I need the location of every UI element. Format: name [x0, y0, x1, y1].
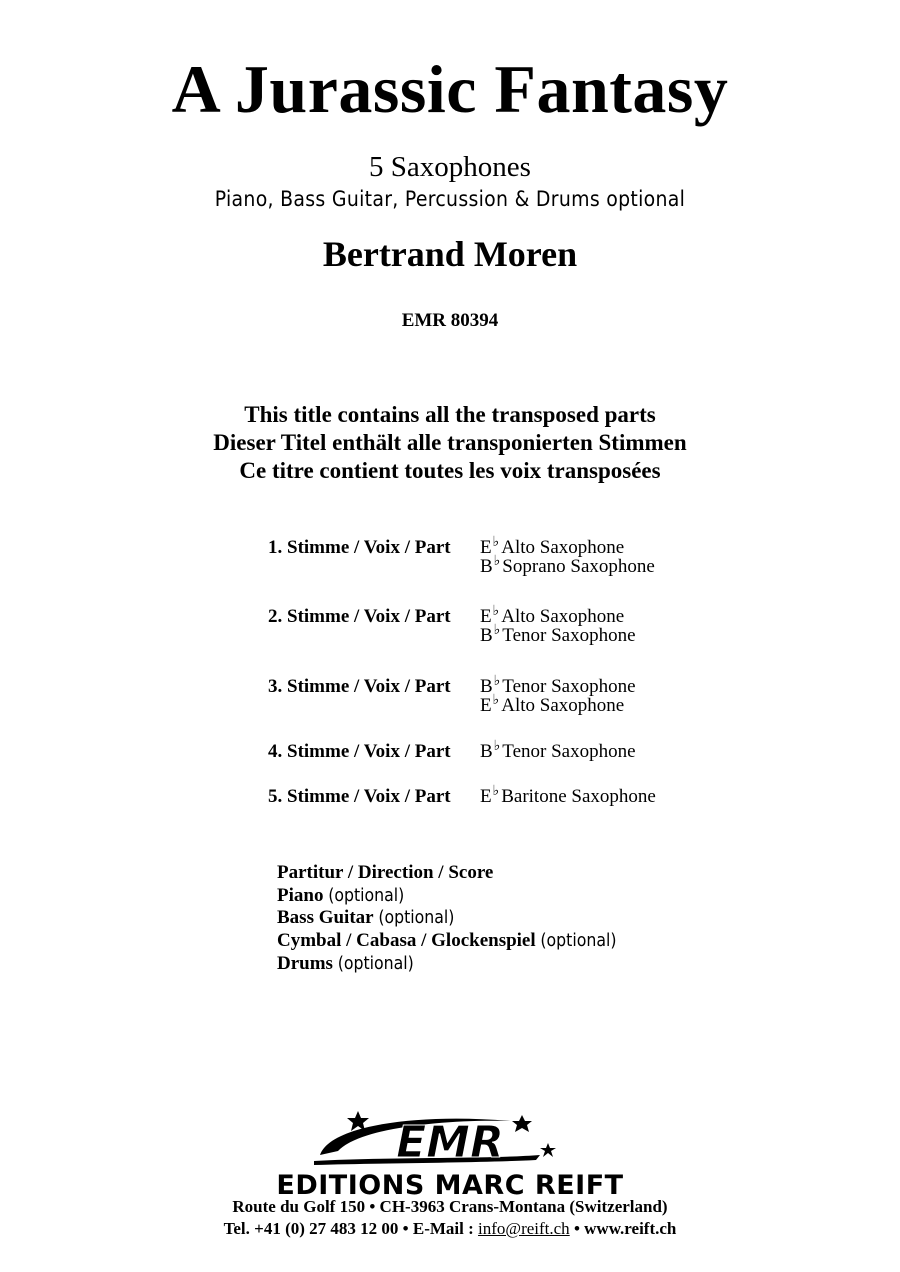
instrument-key: B: [480, 741, 493, 762]
part-label: 1. Stimme / Voix / Part: [268, 537, 451, 558]
flat-sign: ♭: [492, 604, 500, 619]
extra-optional-note: (optional): [540, 931, 617, 952]
catalog-number: EMR 80394: [401, 310, 499, 331]
instrument-line: [480, 739, 636, 762]
instrument-key: B: [480, 676, 493, 697]
flat-sign: ♭: [493, 739, 501, 754]
extra-item: [277, 953, 617, 976]
part-row: [0, 739, 900, 784]
publisher-address: Route du Golf 150 • CH-3963 Crans-Montana (Switzerland): [232, 1197, 668, 1216]
star-icon: [512, 1115, 532, 1132]
composer: Bertrand Moren: [322, 234, 578, 274]
instrument-line: [480, 604, 636, 627]
instrument-line: [480, 784, 656, 807]
instrument-key: E: [480, 786, 492, 807]
part-label: 3. Stimme / Voix / Part: [268, 676, 451, 697]
part-instruments: [480, 739, 636, 762]
part-label: 4. Stimme / Voix / Part: [268, 741, 451, 762]
extra-item: [277, 930, 617, 953]
instrument-key: E: [480, 606, 492, 627]
extra-name: Partitur / Direction / Score: [277, 862, 494, 883]
extra-optional-note: (optional): [328, 885, 405, 906]
instrument-line: [480, 554, 655, 577]
instrument-line: [480, 535, 655, 558]
flat-sign: ♭: [492, 784, 500, 799]
flat-sign: ♭: [493, 674, 501, 689]
part-label: 5. Stimme / Voix / Part: [268, 786, 451, 807]
part-row: [0, 674, 900, 719]
instrumentation: 5 Saxophones: [369, 151, 531, 183]
part-label: 2. Stimme / Voix / Part: [268, 606, 451, 627]
transposition-notice: [0, 401, 900, 485]
extras-list: [277, 862, 617, 976]
notice-german: Dieser Titel enthält alle transponierten Stimmen: [213, 430, 687, 455]
flat-sign: ♭: [493, 623, 501, 638]
contact-web: • www.reift.ch: [569, 1219, 677, 1238]
publisher-name: EDITIONS MARC REIFT: [276, 1170, 624, 1201]
instrument-name: Alto Saxophone: [501, 537, 625, 558]
extra-name: Cymbal / Cabasa / Glockenspiel: [277, 930, 536, 952]
emr-logo: [300, 1105, 600, 1175]
extra-name: Piano: [277, 884, 324, 906]
part-row: [0, 535, 900, 580]
part-instruments: [480, 535, 655, 577]
instrument-name: Tenor Saxophone: [502, 741, 636, 762]
instrument-name: Soprano Saxophone: [502, 556, 655, 577]
extra-item: [277, 907, 617, 930]
contact-tel: Tel. +41 (0) 27 483 12 00 • E-Mail :: [223, 1219, 479, 1238]
flat-sign: ♭: [492, 535, 500, 550]
part-row: [0, 604, 900, 649]
part-row: [0, 784, 900, 829]
email-link[interactable]: info@reift.ch: [478, 1219, 570, 1238]
extra-item: [277, 885, 617, 908]
part-instruments: [480, 604, 636, 646]
star-icon: [540, 1143, 556, 1157]
instrument-line: [480, 693, 636, 716]
notice-french: Ce titre contient toutes les voix transposées: [239, 458, 661, 483]
instrument-key: E: [480, 695, 492, 716]
notice-english: This title contains all the transposed parts: [244, 402, 656, 427]
instrument-key: B: [480, 556, 493, 577]
instrument-name: Tenor Saxophone: [502, 625, 636, 646]
title: A Jurassic Fantasy: [171, 51, 729, 127]
extra-optional-note: (optional): [337, 953, 414, 974]
instrument-key: E: [480, 537, 492, 558]
extra-item: [277, 862, 617, 885]
publisher-contact: [0, 1218, 900, 1240]
logo-text: EMR: [396, 1117, 504, 1168]
instrument-name: Baritone Saxophone: [501, 786, 656, 807]
instrument-name: Alto Saxophone: [501, 606, 625, 627]
instrument-name: Tenor Saxophone: [502, 676, 636, 697]
instrument-line: [480, 674, 636, 697]
part-instruments: [480, 674, 636, 716]
extra-name: Drums: [277, 952, 333, 974]
instrument-key: B: [480, 625, 493, 646]
flat-sign: ♭: [493, 554, 501, 569]
optional-instruments: Piano, Bass Guitar, Percussion & Drums optional: [214, 187, 686, 211]
instrument-name: Alto Saxophone: [501, 695, 625, 716]
flat-sign: ♭: [492, 693, 500, 708]
part-instruments: [480, 784, 656, 807]
extra-optional-note: (optional): [378, 908, 455, 929]
instrument-line: [480, 623, 636, 646]
extra-name: Bass Guitar: [277, 907, 374, 929]
